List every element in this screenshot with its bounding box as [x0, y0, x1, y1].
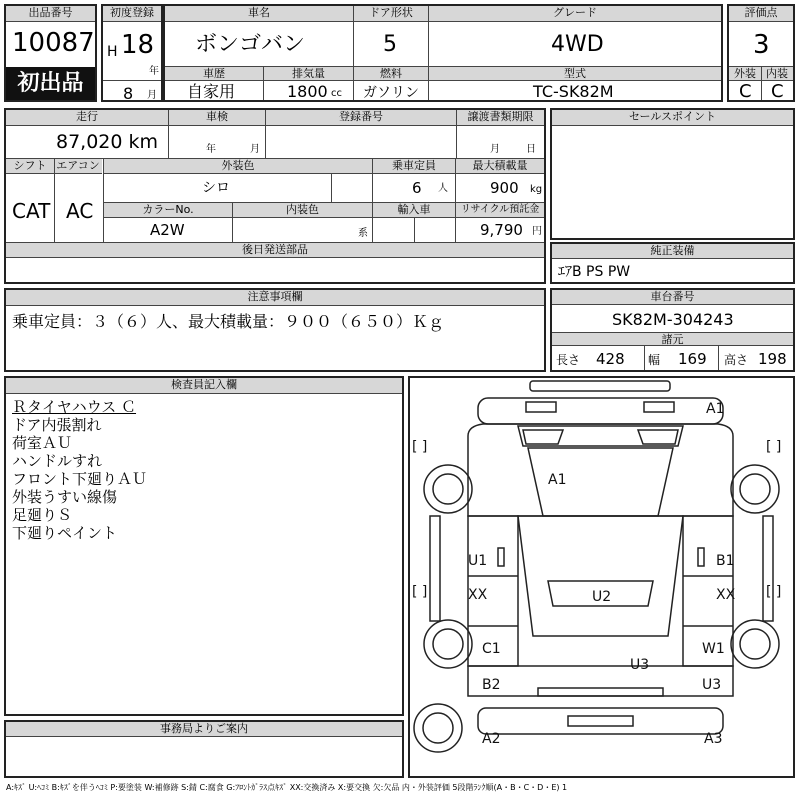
- damage-mark: U1: [468, 553, 488, 569]
- inspector-label: 検査員記入欄: [6, 378, 402, 394]
- damage-mark: B1: [716, 553, 735, 569]
- damage-mark: A1: [548, 472, 567, 488]
- first-reg-label: 初度登録: [103, 6, 161, 22]
- car-name: ボンゴバン: [195, 32, 306, 57]
- history-label: 車歴: [165, 67, 263, 81]
- width: 169: [678, 350, 707, 368]
- inspection-label: 車検: [169, 110, 265, 126]
- model: TC-SK82M: [533, 82, 614, 101]
- height-label: 高さ: [724, 353, 749, 367]
- damage-mark: C1: [482, 641, 501, 657]
- inspector-lines: [12, 398, 147, 542]
- fuel: ガソリン: [363, 85, 419, 101]
- lot-number-label: 出品番号: [6, 6, 95, 22]
- legend: A:ｷｽﾞ U:ﾍｺﾐ B:ｷｽﾞを伴うﾍｺﾐ P:要塗装 W:補修跡 S:錆 C:腐食 G:ﾌﾛﾝﾄｶﾞﾗｽ点ｷｽﾞ XX:交換済み X:要交換 欠:欠品 内・外装評価 5段階ﾗﾝｸ順(A・B・C・D・E) 1: [6, 783, 568, 792]
- transfer-day-unit: 日: [526, 144, 536, 155]
- fuel-label: 燃料: [354, 67, 428, 81]
- damage-mark: B2: [482, 677, 501, 693]
- history: 自家用: [187, 82, 236, 101]
- inspector-line: ハンドルすれ: [12, 452, 103, 470]
- recycle-label: リサイクル預託金: [456, 203, 544, 218]
- notes-text: 乗車定員：３（６）人、最大積載量：９００（６５０）Ｋｇ: [12, 312, 445, 331]
- office-label: 事務局よりご案内: [6, 722, 402, 737]
- length-label: 長さ: [556, 353, 581, 367]
- damage-mark: U3: [702, 677, 722, 693]
- width-label: 幅: [648, 353, 661, 367]
- plate-label: 登録番号: [266, 110, 456, 126]
- left-bracket: [ ]: [412, 584, 428, 600]
- inspector-line: 下廻りペイント: [12, 524, 118, 542]
- month-unit: 月: [147, 90, 157, 101]
- exterior-color: シロ: [202, 180, 230, 196]
- car-name-label: 車名: [165, 6, 353, 22]
- exterior-grade: C: [739, 81, 752, 102]
- score: 3: [753, 30, 770, 60]
- inspector-box: [4, 376, 404, 716]
- office-box: [4, 720, 404, 778]
- year-unit: 年: [149, 66, 159, 77]
- mileage-label: 走行: [6, 110, 168, 126]
- grade: 4WD: [551, 32, 604, 57]
- displacement-label: 排気量: [264, 67, 353, 81]
- shift-label: シフト: [6, 159, 54, 174]
- mileage: 87,020 km: [56, 131, 159, 153]
- registration-box: [101, 4, 163, 102]
- inspector-line: 外装うすい線傷: [12, 488, 118, 506]
- notes-label: 注意事項欄: [6, 290, 544, 306]
- color-no: A2W: [150, 221, 185, 239]
- vehicle-damage-diagram: [408, 376, 795, 778]
- displacement: 1800: [287, 82, 328, 101]
- parts-label: 後日発送部品: [6, 243, 544, 258]
- right-bracket: [ ]: [766, 584, 782, 600]
- equipment-label: 純正装備: [552, 244, 793, 259]
- equipment: ｴｱB PS PW: [558, 264, 631, 280]
- damage-mark: XX: [716, 587, 736, 603]
- exterior-color-label: 外装色: [104, 159, 372, 174]
- interior-color-suffix: 系: [358, 228, 368, 239]
- vehicle-info-box: [163, 4, 723, 102]
- chassis-number: SK82M-304243: [612, 310, 734, 329]
- equipment-box: [550, 242, 795, 284]
- damage-mark: W1: [702, 641, 725, 657]
- ac: AC: [66, 199, 94, 223]
- recycle-unit: 円: [532, 226, 542, 237]
- color-no-label: カラーNo.: [104, 203, 232, 218]
- transfer-month-unit: 月: [490, 144, 500, 155]
- recycle-fee: 9,790: [480, 221, 523, 239]
- lot-number: 10087: [12, 28, 95, 58]
- sales-point-box: [550, 108, 795, 240]
- inspector-line: フロント下廻りＡＵ: [12, 470, 148, 488]
- capacity-unit: 人: [438, 183, 448, 194]
- reg-month: 8: [123, 84, 134, 103]
- notes-box: [4, 288, 546, 372]
- lot-number-box: [4, 4, 97, 102]
- damage-mark: XX: [468, 587, 488, 603]
- interior-grade: C: [771, 81, 784, 102]
- score-label: 評価点: [729, 6, 793, 22]
- capacity: 6: [412, 179, 422, 197]
- chassis-box: [550, 288, 795, 372]
- details-box: [4, 108, 546, 284]
- door-label: ドア形状: [354, 6, 428, 22]
- max-load: 900: [490, 179, 519, 197]
- left-bracket: [ ]: [412, 439, 428, 455]
- damage-mark: U2: [592, 589, 612, 605]
- inspector-line: Ｒタイヤハウス Ｃ: [12, 398, 137, 416]
- first-listing-badge: 初出品: [6, 67, 95, 100]
- shift: CAT: [12, 199, 51, 223]
- inspection-year-unit: 年: [206, 144, 216, 155]
- sales-point-label: セールスポイント: [552, 110, 793, 126]
- damage-mark: A3: [704, 731, 723, 747]
- transfer-label: 譲渡書類期限: [457, 110, 544, 126]
- height: 198: [758, 350, 787, 368]
- import-label: 輸入車: [373, 203, 455, 218]
- grade-label: グレード: [429, 6, 721, 22]
- right-bracket: [ ]: [766, 439, 782, 455]
- exterior-label: 外装: [729, 67, 761, 81]
- inspector-line: ドア内張割れ: [12, 416, 102, 434]
- ac-label: エアコン: [54, 159, 102, 174]
- capacity-label: 乗車定員: [373, 159, 455, 174]
- score-box: [727, 4, 795, 102]
- damage-mark: A2: [482, 731, 501, 747]
- displacement-unit: cc: [331, 88, 342, 99]
- doors: 5: [383, 32, 397, 57]
- chassis-label: 車台番号: [552, 290, 793, 305]
- interior-color-label: 内装色: [233, 203, 372, 218]
- inspector-line: 足廻りＳ: [12, 506, 73, 524]
- max-load-unit: kg: [530, 184, 543, 195]
- inspection-month-unit: 月: [250, 144, 260, 155]
- max-load-label: 最大積載量: [456, 159, 544, 174]
- length: 428: [596, 350, 625, 368]
- era-prefix: H: [107, 44, 118, 60]
- model-label: 型式: [429, 67, 721, 81]
- dims-label: 諸元: [552, 332, 793, 346]
- inspector-line: 荷室ＡＵ: [12, 434, 73, 452]
- damage-mark: U3: [630, 657, 650, 673]
- damage-mark: A1: [706, 401, 725, 417]
- reg-year: 18: [121, 30, 155, 60]
- interior-label: 内装: [761, 67, 793, 81]
